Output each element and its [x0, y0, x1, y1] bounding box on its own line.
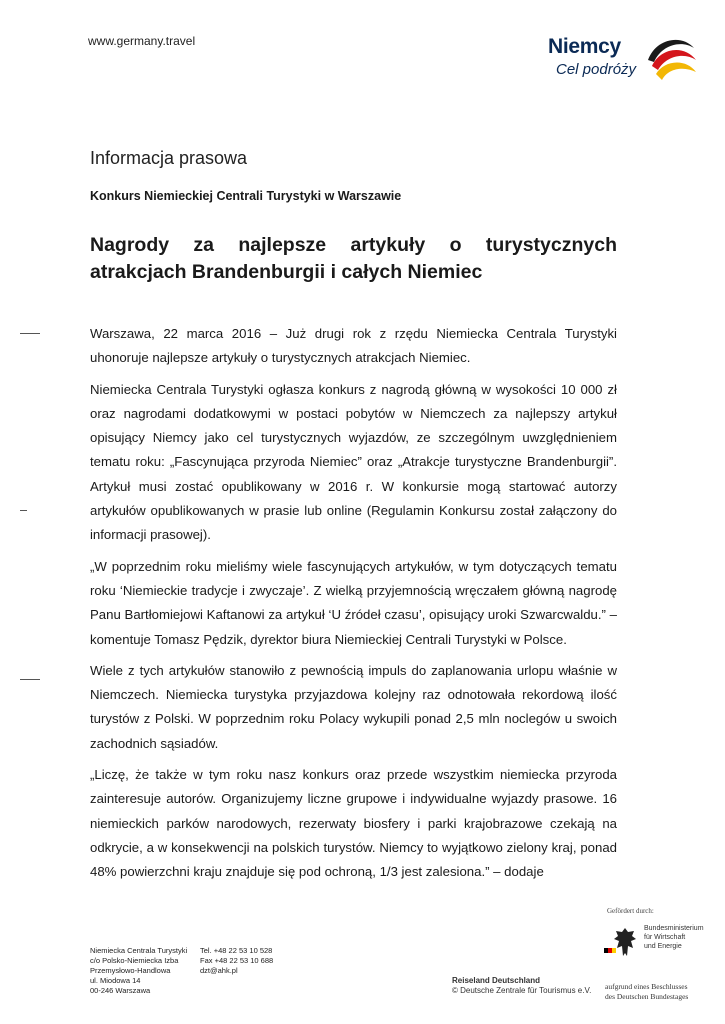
site-url[interactable]: www.germany.travel [88, 34, 196, 48]
resolution-line: aufgrund eines Beschlusses [605, 982, 688, 991]
logo-swoosh-icon [638, 30, 698, 90]
niemcy-logo [548, 30, 698, 92]
address-line: Niemiecka Centrala Turystyki [90, 946, 188, 955]
bundestag-resolution [605, 982, 688, 1002]
ministry-line: und Energie [644, 943, 682, 950]
address-line: Przemysłowo-Handlowa [90, 966, 171, 975]
press-release-label: Informacja prasowa [90, 148, 248, 168]
paragraph: „W poprzednim roku mieliśmy wiele fascynujących artykułów, w tym dotyczących tematu roku ‘Niemieckie tradycje i zwyczaje’. Z wielką przyjemnością wręczałem główną nagrodę Panu Bartłomiejowi Kaftanowi za artykuł ‘U źródeł czasu’, opisujący uroki Szwarcwaldu.” – komentuje Tomasz Pędzik, dyrektor biura Niemieckiej Centrali Turystyki w Polsce. [90, 558, 617, 647]
body-text [90, 322, 617, 892]
ministry-line: Bundesministerium [644, 925, 704, 932]
paragraph: Wiele z tych artykułów stanowiło z pewnością impuls do zaplanowania urlopu właśnie w Niemczech. Niemiecka turystyka przyjazdowa kolejny raz odnotowała rekordową ilość turystów z Polski. W poprzednim roku Polacy wykupili ponad 2,5 mln noclegów u swoich zachodnich sąsiadów. [90, 662, 617, 751]
federal-eagle-icon [612, 926, 638, 960]
address-line: c/o Polsko-Niemiecka Izba [90, 956, 179, 965]
email-link[interactable]: dzt@ahk.pl [200, 966, 238, 975]
reiseland-copyright: © Deutsche Zentrale für Tourismus e.V. [452, 986, 592, 995]
footer-address [90, 946, 187, 996]
punch-mark [20, 510, 27, 511]
fold-mark [20, 679, 40, 680]
logo-title: Niemcy [548, 35, 621, 58]
reiseland-title: Reiseland Deutschland [452, 976, 541, 985]
paragraph: Warszawa, 22 marca 2016 – Już drugi rok z rzędu Niemiecka Centrala Turystyki uhonoruje najlepsze artykuły o turystycznych atrakcjach Niemiec. [90, 326, 617, 366]
ministry-line: für Wirtschaft [644, 934, 686, 941]
fold-mark [20, 333, 40, 334]
logo-subtitle: Cel podróży [556, 61, 637, 78]
address-line: 00-246 Warszawa [90, 986, 151, 995]
headline: Nagrody za najlepsze artykuły o turystycznych atrakcjach Brandenburgii i całych Niemiec [90, 234, 617, 283]
address-line: ul. Miodowa 14 [90, 976, 141, 985]
footer-contact [200, 946, 273, 976]
paragraph: „Liczę, że także w tym roku nasz konkurs oraz przede wszystkim niemiecka przyroda zainteresuje autorów. Organizujemy liczne grupowe i indywidualne wyjazdy prasowe. 16 niemieckich parków narodowych, rezerwaty biosfery i parki krajobrazowe czekają na odkrycie, a w konsekwencji na polskich turystów. Niemcy to wyjątkowo zielony kraj, ponad 48% powierzchni kraju znajduje się pod ochroną, 1/3 jest zalesiona.” – dodaje [90, 767, 617, 880]
paragraph: Niemiecka Centrala Turystyki ogłasza konkurs z nagrodą główną w wysokości 10 000 zł oraz nagrodami dodatkowymi w postaci pobytów w Niemczech za najlepszy artykuł opisujący Niemcy jako cel turystycznych wyjazdów, ze szczególnym uwzględnieniem tematu roku: „Fascynująca przyroda Niemiec” oraz „Atrakcje turystyczne Brandenburgii”. Artykuł musi zostać opublikowany w 2016 r. W konkursie mogą startować autorzy artykułów opublikowanych w prasie lub online (Regulamin Konkursu został załączony do informacji prasowej). [90, 381, 617, 543]
reiseland-logo [452, 976, 591, 996]
funded-by-label: Gefördert durch: [607, 907, 654, 915]
phone: Tel. +48 22 53 10 528 [200, 946, 273, 955]
subtitle: Konkurs Niemieckiej Centrali Turystyki w Warszawie [90, 189, 402, 203]
fax: Fax +48 22 53 10 688 [200, 956, 274, 965]
resolution-line: des Deutschen Bundestages [605, 992, 689, 1001]
german-flag-icon [604, 948, 636, 953]
ministry-name [644, 924, 704, 951]
